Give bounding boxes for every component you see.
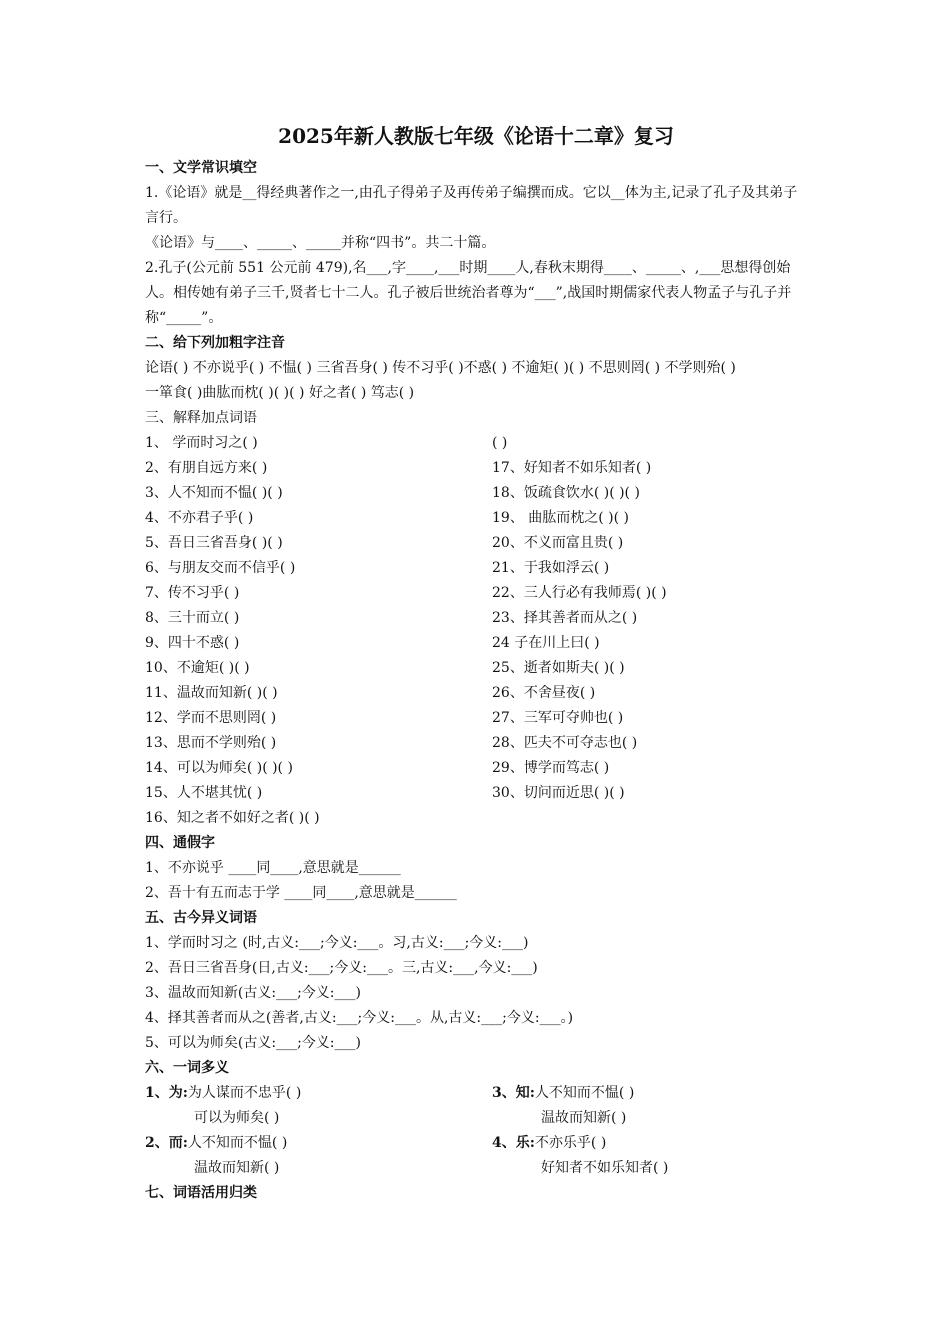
list-item: 9、四十不惑( ): [145, 635, 240, 651]
list-item: 28、匹夫不可夺志也( ): [492, 735, 638, 751]
paragraph: 2.孔子(公元前 551 公元前 479),名___,字____,___时期____人,春秋末期得____、_____、,___思想得创始人。相传她有弟子三千,贤者七十二人。孔子被后世统治者尊为“___”,战国时期儒家代表人物孟子与孔子并称“_____”。: [145, 260, 792, 326]
list-item: 2、吾日三省吾身(日,古义:___;今义:___。三,古义:___,今义:___): [145, 960, 538, 976]
list-item: 12、学而不思则罔( ): [145, 710, 277, 726]
list-item: 4、不亦君子乎( ): [145, 510, 254, 526]
paragraph: 一箪食( )曲肱而枕( )( )( ) 好之者( ) 笃志( ): [145, 385, 415, 401]
page-title: 2025年新人教版七年级《论语十二章》复习: [278, 124, 674, 148]
list-item: 4、择其善者而从之(善者,古义:___;今义:___。从,古义:___;今义:___。): [145, 1010, 574, 1026]
polysemy-item: [492, 1131, 807, 1181]
explain-right-column: [492, 431, 807, 831]
list-item: 16、知之者不如好之者( )( ): [145, 810, 320, 826]
list-item: 10、不逾矩( )( ): [145, 660, 250, 676]
list-item: 8、三十而立( ): [145, 610, 240, 626]
list-item: 1、 学而时习之( ): [145, 435, 258, 451]
list-item: 21、于我如浮云( ): [492, 560, 610, 576]
section-heading-explain: 三、解释加点词语: [145, 410, 257, 426]
polysemy-sentence: 为人谋而不忠乎( ): [187, 1085, 302, 1101]
list-item: 24 子在川上曰( ): [492, 635, 600, 651]
polysemy-key: 1、为:: [145, 1085, 188, 1101]
list-item: 19、 曲肱而枕之( )( ): [492, 510, 630, 526]
polysemy-row: [145, 1081, 807, 1131]
list-item: 2、吾十有五而志于学 ____同____,意思就是______: [145, 885, 457, 901]
list-item: 5、可以为师矣(古义:___;今义:___): [145, 1035, 361, 1051]
polysemy-item: [145, 1131, 492, 1181]
polysemy-sentence: 人不知而不愠( ): [187, 1135, 288, 1151]
paragraph: 1.《论语》就是__得经典著作之一,由孔子得弟子及再传弟子编撰而成。它以__体为主,记录了孔子及其弟子言行。: [145, 185, 798, 226]
polysemy-item: [492, 1081, 807, 1131]
polysemy-key: 4、乐:: [492, 1135, 535, 1151]
list-item: 14、可以为师矣( )( )( ): [145, 760, 293, 776]
list-item: 13、思而不学则殆( ): [145, 735, 277, 751]
section-heading-literature: 一、文学常识填空: [145, 160, 257, 176]
explain-left-column: [145, 431, 492, 831]
list-item: 17、好知者不如乐知者( ): [492, 460, 652, 476]
list-item: 2、有朋自远方来( ): [145, 460, 268, 476]
list-item: 1、学而时习之 (时,古义:___;今义:___。习,古义:___;今义:___): [145, 935, 529, 951]
list-item: 3、温故而知新(古义:___;今义:___): [145, 985, 361, 1001]
polysemy-item: [145, 1081, 492, 1131]
paragraph: 论语( ) 不亦说乎( ) 不愠( ) 三省吾身( ) 传不习乎( )不惑( ) 不逾矩( )( ) 不思则罔( ) 不学则殆( ): [145, 360, 736, 376]
list-item: 29、博学而笃志( ): [492, 760, 610, 776]
polysemy-sentence: 温故而知新( ): [541, 1110, 627, 1126]
paragraph: 《论语》与____、_____、_____并称“四书”。共二十篇。: [145, 235, 496, 251]
polysemy-sentence: 可以为师矣( ): [194, 1110, 280, 1126]
list-item: 11、温故而知新( )( ): [145, 685, 278, 701]
list-item: 22、三人行必有我师焉( )( ): [492, 585, 667, 601]
list-item: 20、不义而富且贵( ): [492, 535, 624, 551]
list-item: 25、逝者如斯夫( )( ): [492, 660, 625, 676]
polysemy-sentence: 温故而知新( ): [194, 1160, 280, 1176]
section-heading-tongjia: 四、通假字: [145, 835, 215, 851]
list-item: 6、与朋友交而不信乎( ): [145, 560, 296, 576]
section-heading-polysemy: 六、一词多义: [145, 1060, 229, 1076]
section-heading-pronunciation: 二、给下列加粗字注音: [145, 335, 285, 351]
list-item: ( ): [492, 435, 508, 451]
list-item: 7、传不习乎( ): [145, 585, 240, 601]
list-item: 23、择其善者而从之( ): [492, 610, 638, 626]
polysemy-sentence: 不亦乐乎( ): [534, 1135, 607, 1151]
polysemy-row: [145, 1131, 807, 1181]
polysemy-sentence: 好知者不如乐知者( ): [541, 1160, 669, 1176]
list-item: 27、三军可夺帅也( ): [492, 710, 624, 726]
list-item: 26、不舍昼夜( ): [492, 685, 596, 701]
list-item: 30、切问而近思( )( ): [492, 785, 625, 801]
section-heading-huoyong: 七、词语活用归类: [145, 1185, 257, 1201]
list-item: 15、人不堪其忧( ): [145, 785, 263, 801]
worksheet-page: [145, 118, 807, 1206]
list-item: 3、人不知而不愠( )( ): [145, 485, 283, 501]
list-item: 18、饭疏食饮水( )( )( ): [492, 485, 640, 501]
polysemy-sentence: 人不知而不愠( ): [534, 1085, 635, 1101]
polysemy-key: 3、知:: [492, 1085, 535, 1101]
polysemy-key: 2、而:: [145, 1135, 188, 1151]
list-item: 5、吾日三省吾身( )( ): [145, 535, 283, 551]
explain-columns: [145, 431, 807, 831]
section-heading-gujin: 五、古今异义词语: [145, 910, 257, 926]
list-item: 1、不亦说乎 ____同____,意思就是______: [145, 860, 401, 876]
